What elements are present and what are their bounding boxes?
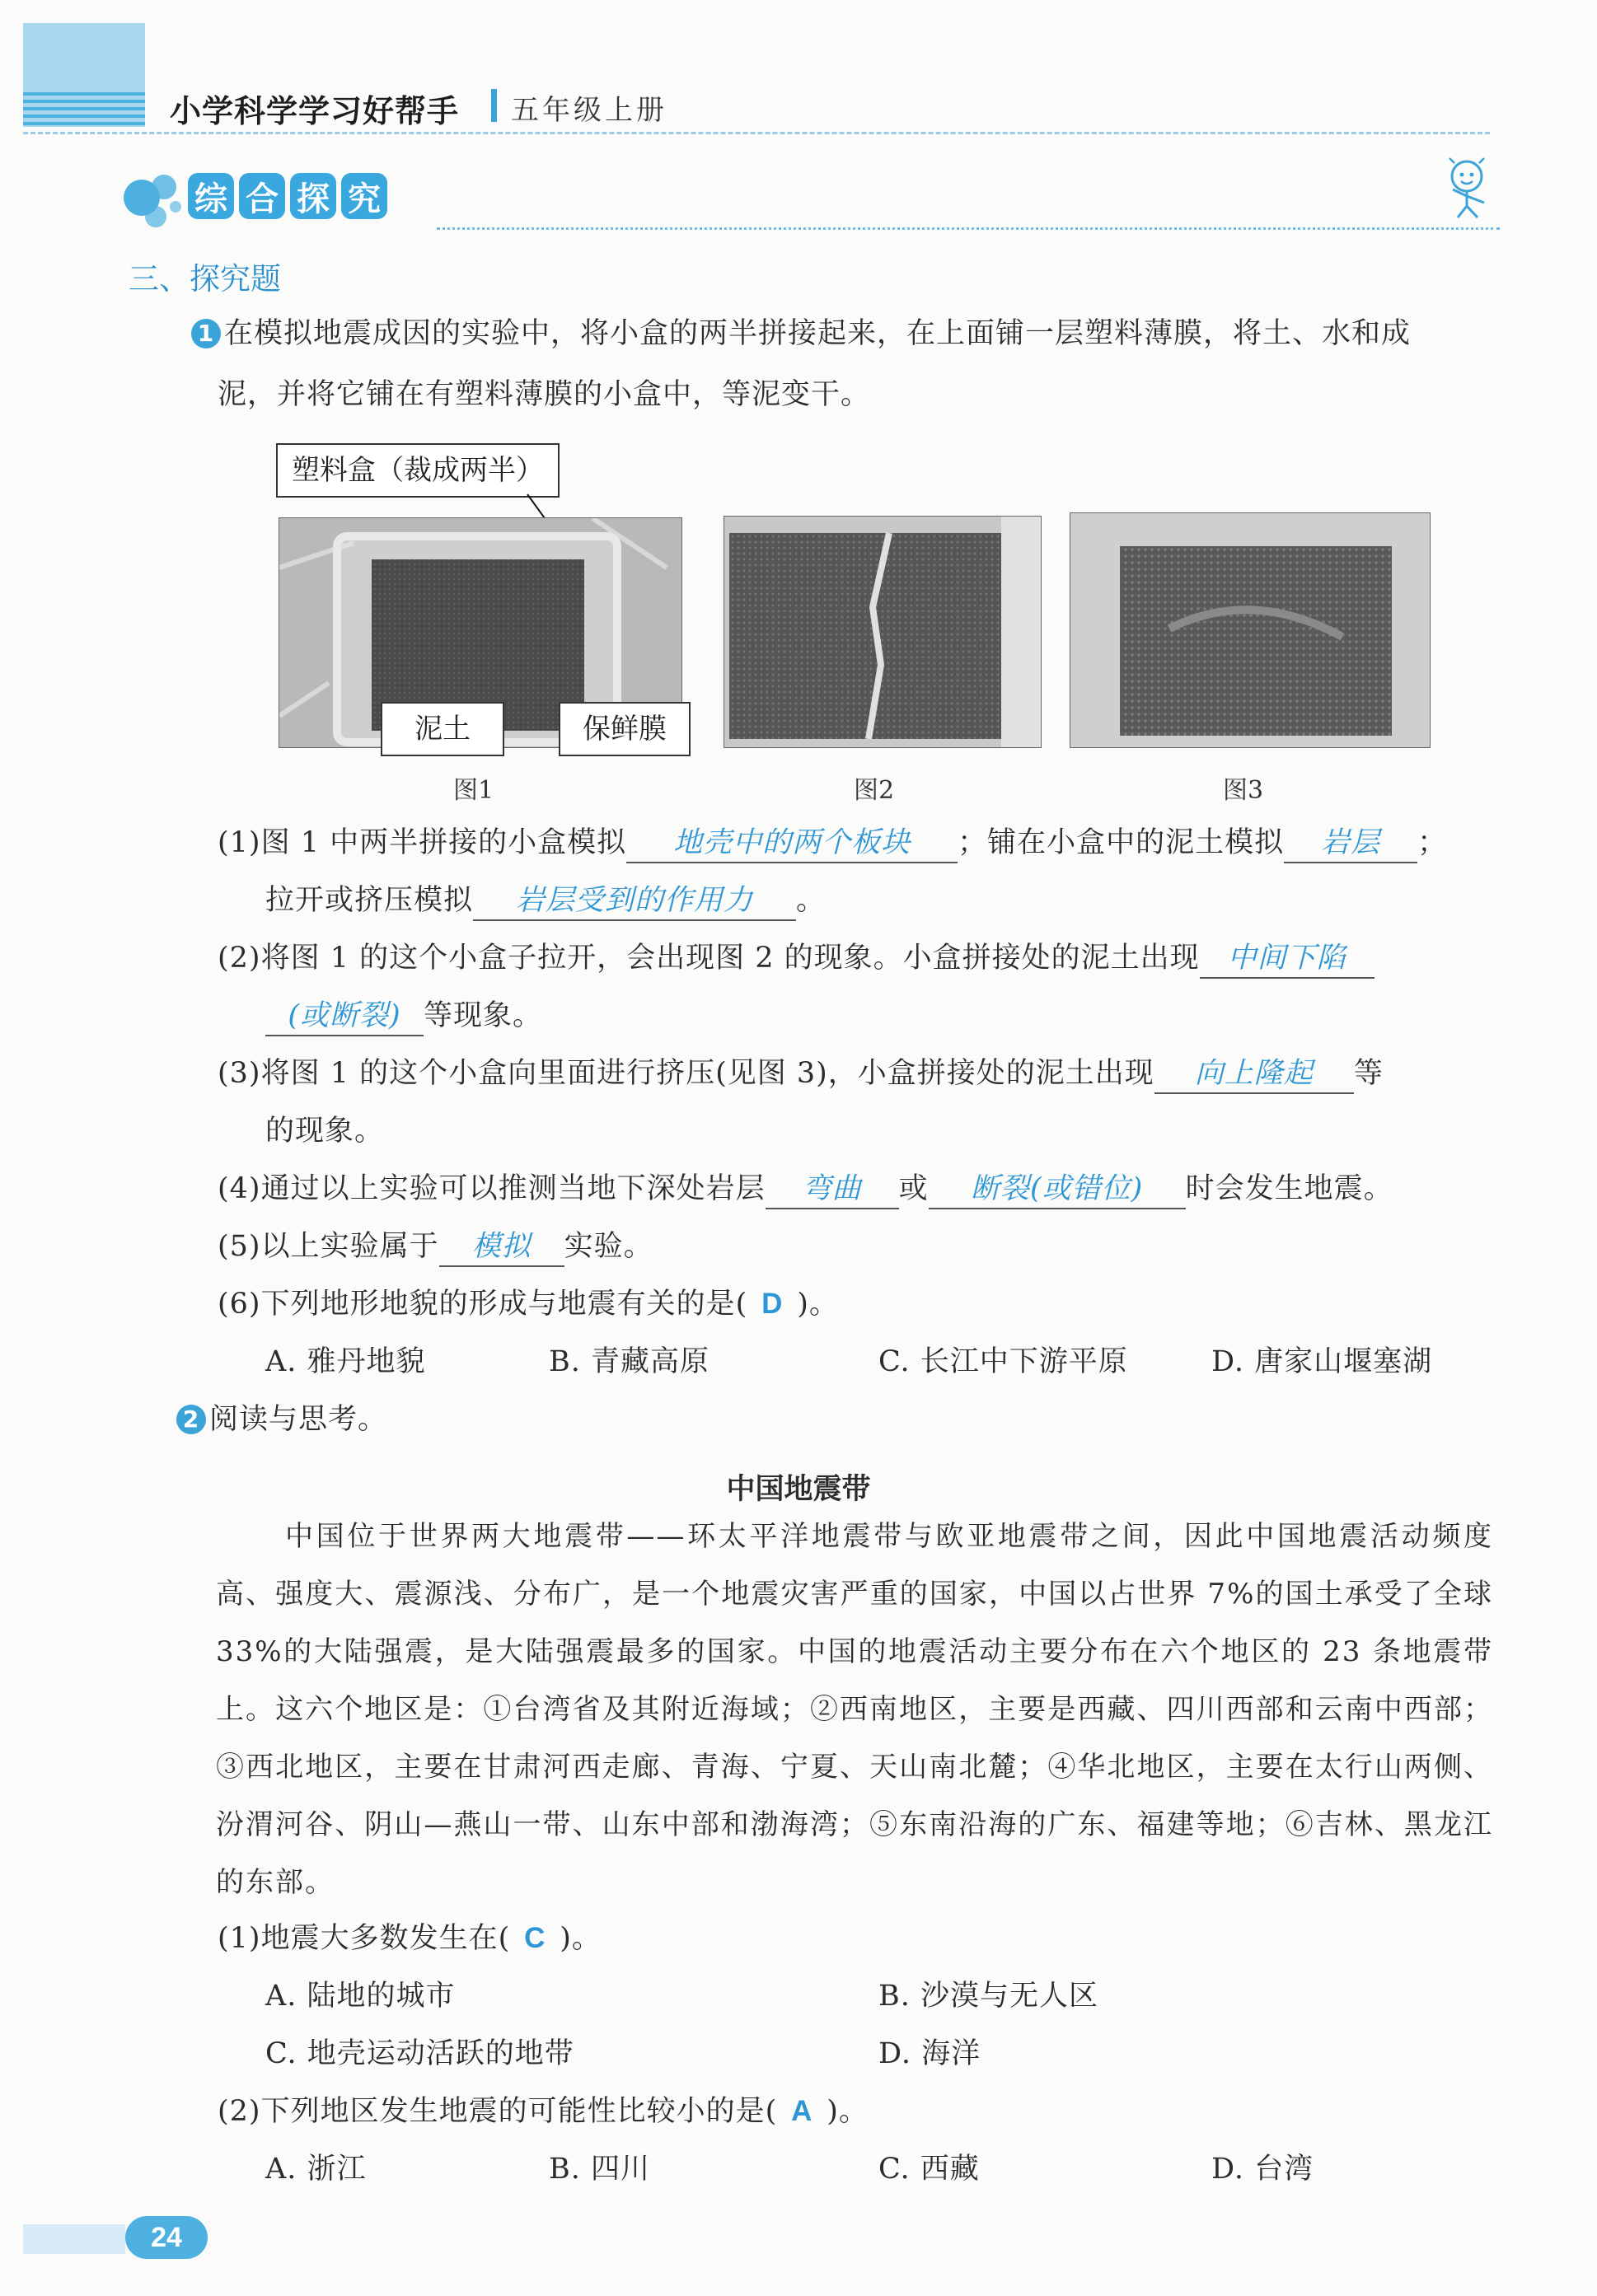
question-text: (2)将图 1 的这个小盒子拉开，会出现图 2 的现象。小盒拼接处的泥土出现	[218, 942, 1200, 975]
section-title-char: 综	[188, 173, 234, 219]
question-text: (4)通过以上实验可以推测当地下深处岩层	[218, 1172, 766, 1205]
question-text: 拉开或挤压模拟	[265, 884, 474, 917]
label-soil: 泥土	[381, 702, 504, 756]
reading-passage: 中国位于世界两大地震带——环太平洋地震带与欧亚地震带之间，因此中国地震活动频度高、强度大、震源浅、分布广，是一个地震灾害严重的国家，中国以占世界 7%的国土承受了全球 33%的大陆强震，是大陆强震最多的国家。中国的地震活动主要分布在六个地区的 23 条地震带上。这六个地区是：①台湾省及其附近海域；②西南地区，主要是西藏、四川西部和云南中西部；③西北地区，主要在甘肃河西走廊、青海、宁夏、天山南北麓；④华北地区，主要在太行山两侧、汾渭河谷、阴山—燕山一带、山东中部和渤海湾；⑤东南沿海的广东、福建等地；⑥吉林、黑龙江的东部。	[216, 1520, 1493, 1899]
q2-1-option-b: B. 沙漠与无人区	[878, 1980, 1098, 2013]
answer-blank: 向上隆起	[1154, 1054, 1354, 1094]
question-text: 时会发生地震。	[1185, 1172, 1393, 1205]
section-title-char: 究	[341, 173, 387, 219]
q1-part1-line1	[218, 824, 1447, 863]
label-cling-film: 保鲜膜	[559, 702, 691, 756]
figure-3-photo	[1070, 512, 1431, 748]
answer-blank: 岩层受到的作用力	[473, 881, 796, 921]
question-1-intro-cont: 泥，并将它铺在有塑料薄膜的小盒中，等泥变干。	[218, 378, 871, 411]
q2-part1	[218, 1920, 602, 1957]
q2-2-option-a: A. 浙江	[265, 2153, 367, 2186]
q1-option-b: B. 青藏高原	[549, 1345, 710, 1378]
grade-label: 五年级上册	[511, 94, 667, 127]
figure-1-caption: 图1	[453, 776, 494, 805]
answer-blank: (或断裂)	[265, 997, 424, 1036]
q2-1-option-d: D. 海洋	[878, 2037, 981, 2070]
book-title: 小学科学学习好帮手	[170, 93, 460, 129]
footer-decoration	[23, 2224, 125, 2254]
q1-option-c: C. 长江中下游平原	[878, 1345, 1128, 1378]
figure-3-caption: 图3	[1223, 776, 1264, 805]
q2-2-option-b: B. 四川	[549, 2153, 650, 2186]
answer-blank: 弯曲	[766, 1170, 899, 1209]
label-plastic-box: 塑料盒（裁成两半）	[276, 443, 560, 498]
answer-blank: 地壳中的两个板块	[626, 824, 958, 863]
question-text: )。	[797, 1288, 839, 1321]
q1-part3-line2: 的现象。	[265, 1115, 385, 1148]
q1-part2-line2	[265, 997, 542, 1036]
q2-2-option-d: D. 台湾	[1211, 2153, 1314, 2186]
subsection-heading: 三、探究题	[129, 261, 281, 297]
figure-2-caption: 图2	[854, 776, 895, 805]
answer-blank: 模拟	[439, 1227, 564, 1267]
q2-2-option-c: C. 西藏	[878, 2153, 980, 2186]
q1-part4	[218, 1170, 1393, 1209]
q1-part1-line2	[265, 881, 826, 921]
question-text: 。	[796, 884, 827, 917]
q2-part2	[218, 2093, 869, 2130]
q1-option-d: D. 唐家山堰塞湖	[1211, 1345, 1433, 1378]
q2-1-option-a: A. 陆地的城市	[265, 1980, 456, 2013]
q1-option-a: A. 雅丹地貌	[265, 1345, 426, 1378]
q1-part3-line1	[218, 1054, 1384, 1094]
question-2-intro	[176, 1401, 387, 1438]
section-title-char: 探	[290, 173, 336, 219]
question-text: (1)地震大多数发生在(	[218, 1922, 511, 1955]
choice-answer: A	[791, 2095, 813, 2127]
question-text: )。	[827, 2095, 869, 2128]
question-number-badge: 2	[176, 1405, 206, 1434]
figure-2-photo	[724, 516, 1042, 748]
q1-part6	[218, 1285, 839, 1323]
page-number: 24	[125, 2216, 208, 2259]
question-text: )。	[560, 1922, 602, 1955]
question-text: ；铺在小盒中的泥土模拟	[958, 826, 1285, 859]
question-text: 实验。	[564, 1230, 653, 1263]
intro-text: 在模拟地震成因的实验中，将小盒的两半拼接起来，在上面铺一层塑料薄膜，将土、水和成	[224, 317, 1412, 350]
question-text: 等现象。	[424, 999, 543, 1032]
question-number-badge: 1	[191, 319, 221, 348]
question-text: 或	[898, 1172, 929, 1205]
question-text: ；	[1417, 826, 1448, 859]
answer-blank: 岩层	[1284, 824, 1417, 863]
answer-blank: 中间下陷	[1200, 939, 1375, 979]
q1-part5	[218, 1227, 653, 1267]
choice-answer: C	[524, 1922, 546, 1954]
q2-1-option-c: C. 地壳运动活跃的地带	[265, 2037, 574, 2070]
question-text: (5)以上实验属于	[218, 1230, 439, 1263]
question-text: (1)图 1 中两半拼接的小盒模拟	[218, 826, 627, 859]
answer-blank: 断裂(或错位)	[929, 1170, 1186, 1209]
question-text: (2)下列地区发生地震的可能性比较小的是(	[218, 2095, 778, 2128]
choice-answer: D	[761, 1288, 784, 1320]
intro-text: 阅读与思考。	[209, 1403, 388, 1436]
reading-title: 中国地震带	[726, 1473, 871, 1506]
question-text: 等	[1353, 1057, 1384, 1090]
question-text: (3)将图 1 的这个小盒向里面进行挤压(见图 3)，小盒拼接处的泥土出现	[218, 1057, 1154, 1090]
q1-part2-line1	[218, 939, 1375, 979]
section-title-char: 合	[239, 173, 285, 219]
question-text: (6)下列地形地貌的形成与地震有关的是(	[218, 1288, 748, 1321]
